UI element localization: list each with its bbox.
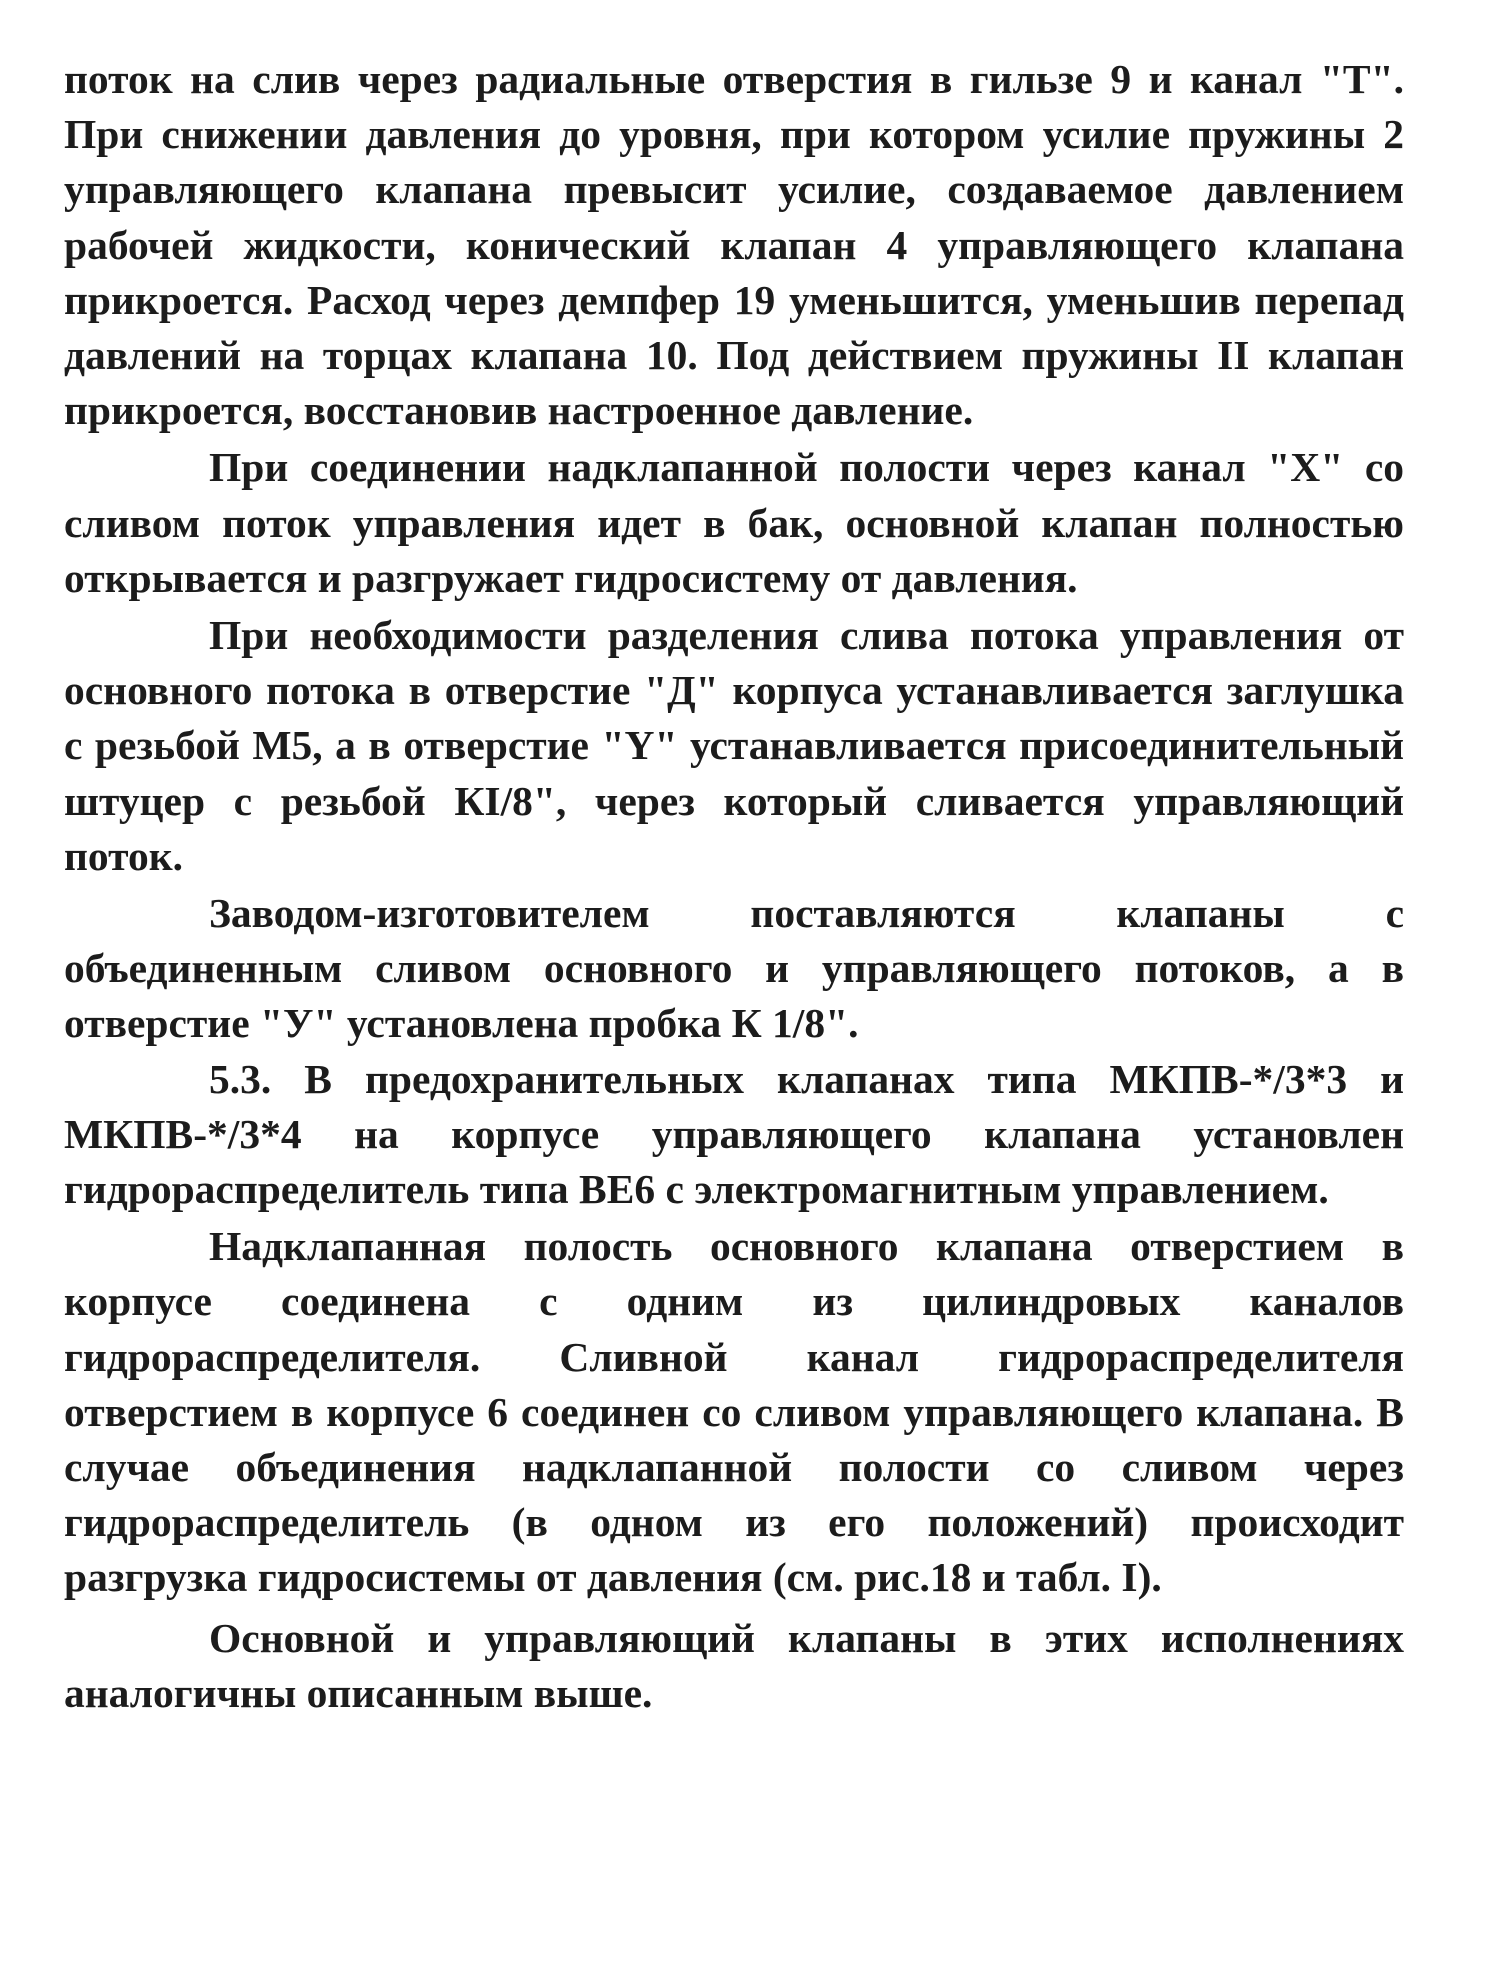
paragraph-4: Заводом-изготовителем поставляются клапаны с объединенным сливом основного и управляющего потоков, а в отверстие "У" установлена пробка К 1/8". <box>64 890 1404 1047</box>
paragraph-3: При необходимости разделения слива потока управления от основного потока в отверстие "Д" корпуса устанавливается заглушка с резьбой М5, а в отверстие "Y" устанавливается присоединительный штуцер с резьбой КI/8", через который сливается управляющий поток. <box>64 612 1404 879</box>
paragraph-2: При соединении надклапанной полости через канал "Х" со сливом поток управления идет в бак, основной клапан полностью открывается и разгружает гидросистему от давления. <box>64 444 1404 601</box>
paragraph-1: поток на слив через радиальные отверстия в гильзе 9 и канал "Т". При снижении давления до уровня, при котором усилие пружины 2 управляющего клапана превысит усилие, создаваемое давлением рабочей жидкости, конический клапан 4 управляющего клапана прикроется. Расход через демпфер 19 уменьшится, уменьшив перепад давлений на торцах клапана 10. Под действием пружины II клапан прикроется, восстановив настроенное давление. <box>64 56 1404 434</box>
paragraph-7: Основной и управляющий клапаны в этих исполнениях аналогичны описанным выше. <box>64 1614 1404 1716</box>
document-body <box>64 52 1404 1721</box>
paragraph-6: Надклапанная полость основного клапана отверстием в корпусе соединена с одним из цилиндровых каналов гидрораспределителя. Сливной канал гидрораспределителя отверстием в корпусе 6 соединен со сливом управляющего клапана. В случае объединения надклапанной полости со сливом через гидрораспределитель (в одном из его положений) происходит разгрузка гидросистемы от давления (см. рис.18 и табл. I). <box>64 1223 1404 1601</box>
paragraph-5-section-5-3: 5.3. В предохранительных клапанах типа МКПВ-*/3*3 и МКПВ-*/3*4 на корпусе управляющего клапана установлен гидрораспределитель типа ВЕ6 с электромагнитным управлением. <box>64 1055 1404 1213</box>
